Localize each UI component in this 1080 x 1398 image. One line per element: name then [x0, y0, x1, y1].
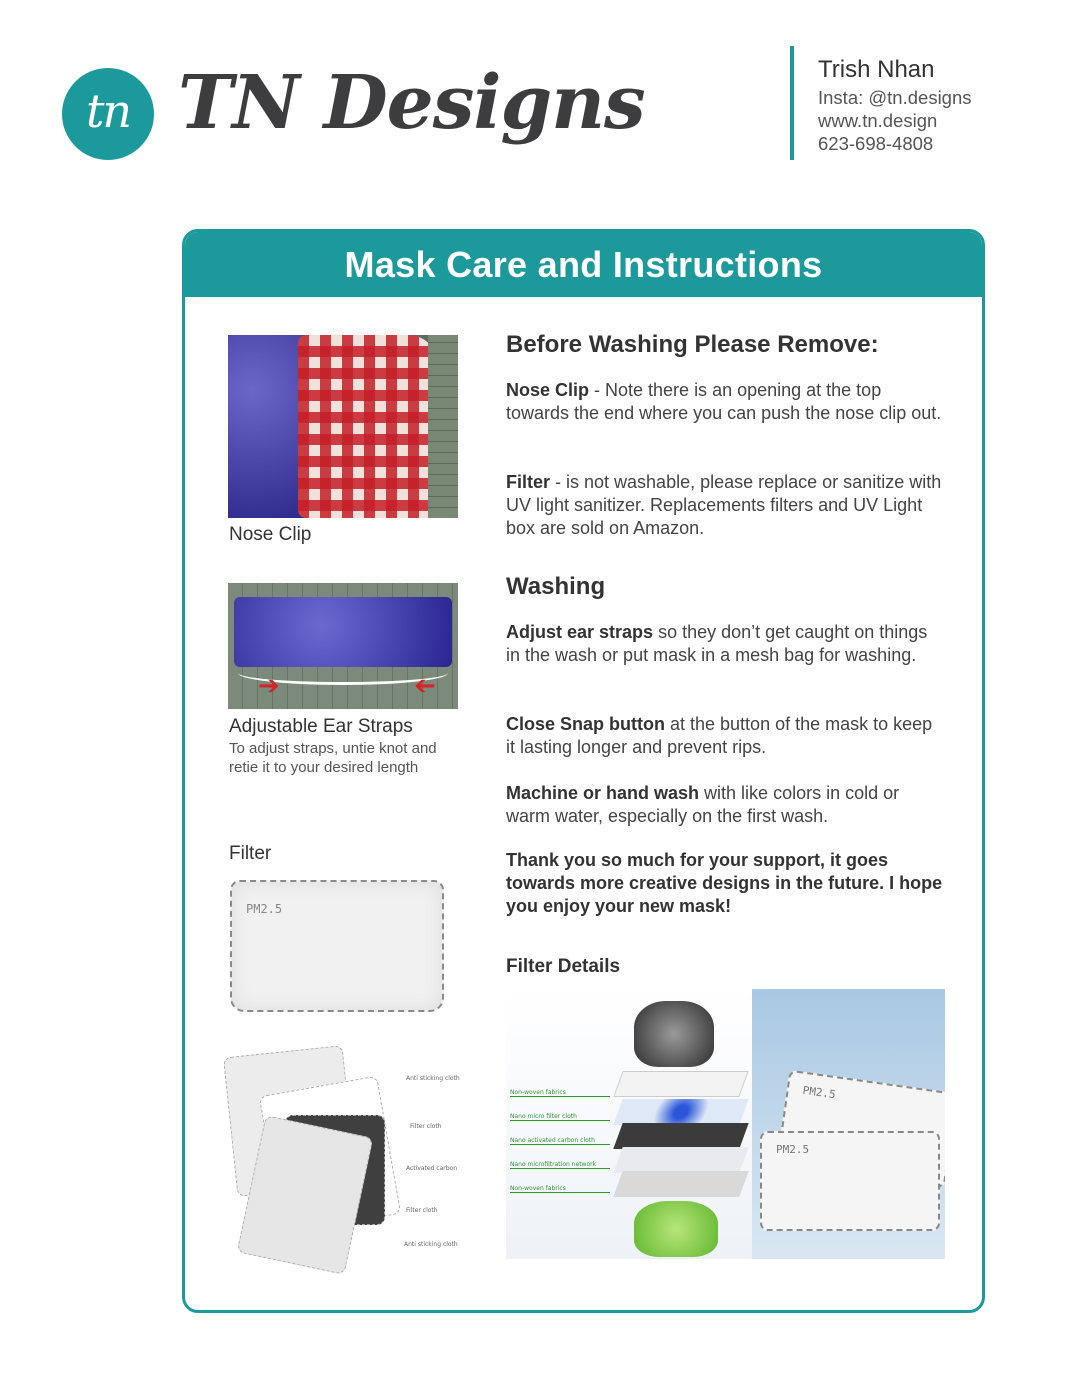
nose-clip-paragraph	[506, 379, 946, 425]
contact-name: Trish Nhan	[818, 56, 935, 83]
logo-mark-text: tn	[85, 84, 131, 138]
snap-term: Close Snap button	[506, 714, 665, 734]
washing-heading: Washing	[506, 573, 606, 600]
snap-text: at the button of the mask to keep it lasting longer and prevent rips.	[506, 714, 933, 757]
layer-label-5: Anti sticking cloth	[404, 1241, 458, 1248]
contact-website: www.tn.design	[818, 110, 938, 131]
arrow-left-icon: ➔	[414, 671, 436, 701]
filter-details-photo	[506, 989, 945, 1259]
before-washing-heading: Before Washing Please Remove:	[506, 331, 879, 358]
detail-layer-label-5: Non-woven fabrics	[510, 1185, 610, 1193]
thank-you-paragraph: Thank you so much for your support, it goes towards more creative designs in the future. I hope you enjoy your new mask!	[506, 850, 943, 916]
filter-photo	[230, 880, 444, 1012]
detail-layer-label-1: Non-woven fabrics	[510, 1089, 610, 1097]
detail-pad-label-2: PM2.5	[776, 1143, 810, 1156]
nose-clip-text: - Note there is an opening at the top towards the end where you can push the nose clip out.	[506, 380, 942, 423]
contact-block	[818, 56, 972, 155]
filter-layers-diagram	[230, 1045, 460, 1255]
arrow-right-icon: ➔	[258, 671, 280, 701]
filter-caption: Filter	[229, 843, 272, 864]
ear-straps-caption: Adjustable Ear Straps	[229, 716, 413, 737]
ear-straps-paragraph	[506, 621, 946, 667]
layer-label-3: Activated carbon	[406, 1165, 458, 1172]
card-title: Mask Care and Instructions	[344, 243, 823, 285]
detail-layer-label-2: Nano micro filter cloth	[510, 1113, 610, 1121]
ear-straps-note-2: retie it to your desired length	[229, 759, 419, 776]
contact-phone: 623-698-4808	[818, 133, 934, 154]
detail-layer-label-3: Nano activated carbon cloth	[510, 1137, 610, 1145]
card-header	[185, 232, 982, 297]
snap-paragraph	[506, 713, 946, 759]
nose-clip-caption: Nose Clip	[229, 524, 312, 545]
filter-details-heading: Filter Details	[506, 956, 621, 977]
ear-straps-term: Adjust ear straps	[506, 622, 654, 642]
machine-wash-paragraph	[506, 782, 946, 828]
nose-clip-term: Nose Clip	[506, 380, 590, 400]
layer-label-2: Filter cloth	[410, 1123, 442, 1130]
nose-clip-photo	[228, 335, 458, 518]
filter-pad-label: PM2.5	[246, 902, 283, 916]
machine-wash-term: Machine or hand wash	[506, 783, 700, 803]
contact-insta: Insta: @tn.designs	[818, 87, 972, 108]
filter-term: Filter	[506, 472, 551, 492]
lungs-green-icon	[634, 1201, 718, 1257]
layer-label-1: Anti sticking cloth	[406, 1075, 460, 1082]
ear-straps-note-1: To adjust straps, untie knot and	[229, 740, 437, 757]
ear-straps-photo	[228, 583, 458, 709]
logo-mark	[62, 68, 154, 160]
brand-name: TN Designs	[178, 60, 645, 146]
lungs-dark-icon	[634, 1001, 714, 1067]
machine-wash-text: with like colors in cold or warm water, especially on the first wash.	[506, 783, 900, 826]
detail-layer-label-4: Nano microfiltration network	[510, 1161, 610, 1169]
ear-straps-text: so they don’t get caught on things in the wash or put mask in a mesh bag for washing.	[506, 622, 928, 665]
contact-divider	[790, 46, 794, 160]
filter-paragraph	[506, 471, 946, 540]
layer-label-4: Filter cloth	[406, 1207, 438, 1214]
filter-text: - is not washable, please replace or sanitize with UV light sanitizer. Replacements filters and UV Light box are sold on Amazon.	[506, 472, 942, 538]
detail-pad-label-1: PM2.5	[801, 1083, 837, 1102]
